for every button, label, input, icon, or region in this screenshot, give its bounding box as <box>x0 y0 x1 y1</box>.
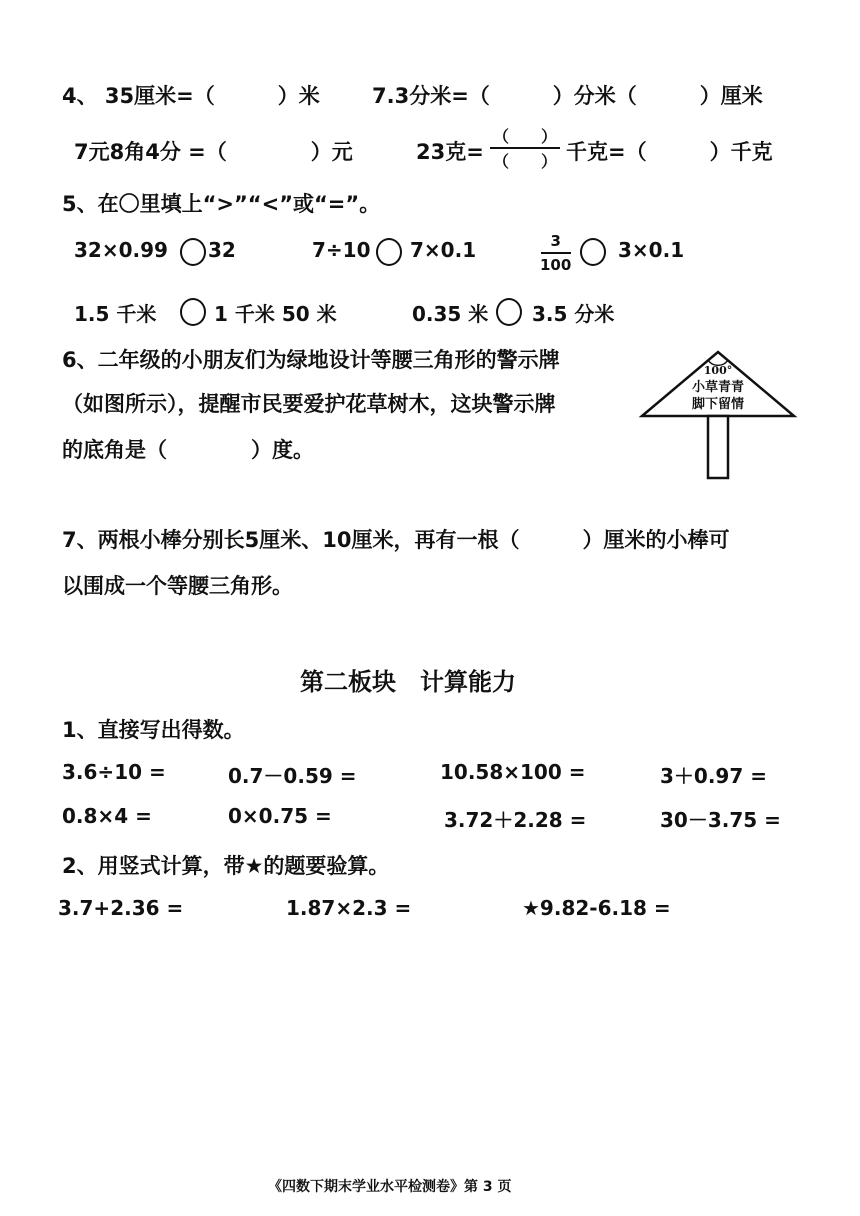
q5-r2b-right: 3.5 分米 <box>532 302 615 326</box>
q4-line2-suffix: 千克=（ ）千克 <box>566 140 773 164</box>
q5-r1a-right: 32 <box>208 238 236 262</box>
vertical-calc-item: 1.87×2.3 = <box>286 896 412 920</box>
q7-line1: 7、两根小棒分别长5厘米、10厘米，再有一根（ ）厘米的小棒可 <box>62 528 730 552</box>
q6-line3: 的底角是（ ）度。 <box>62 438 314 462</box>
q5-r2a-right: 1 千米 50 米 <box>214 302 337 326</box>
mental-calc-item: 0.7－0.59 = <box>228 764 357 788</box>
fraction-denominator: 100 <box>540 256 572 274</box>
mental-calc-item: 3.6÷10 = <box>62 760 166 784</box>
vertical-calc-item: 3.7+2.36 = <box>58 896 184 920</box>
vertical-calc-item-with-check: ★9.82-6.18 = <box>522 896 671 920</box>
q4-line1-right: 7.3分米=（ ）分米（ ）厘米 <box>372 84 763 108</box>
compare-circle[interactable] <box>376 238 402 266</box>
q5-r1a-left: 32×0.99 <box>74 238 168 262</box>
q4-line2-left: 7元8角4分 =（ ）元 <box>74 140 353 164</box>
warning-sign-diagram <box>636 346 800 482</box>
mental-calc-item: 0×0.75 = <box>228 804 332 828</box>
section2-heading: 第二板块 计算能力 <box>300 668 516 696</box>
page-footer: 《四数下期末学业水平检测卷》第 3 页 <box>268 1179 512 1195</box>
compare-circle[interactable] <box>496 298 522 326</box>
sign-angle-label: 100° <box>703 364 733 377</box>
compare-circle[interactable] <box>180 238 206 266</box>
q5-title: 5、在〇里填上“>”“<”或“=”。 <box>62 192 381 216</box>
q4-line2-prefix: 23克= <box>416 140 484 164</box>
sign-text-line1: 小草青青 <box>691 380 745 395</box>
q4-fraction-denominator: （ ） <box>492 152 557 171</box>
q5-r1b-left: 7÷10 <box>312 238 371 262</box>
mental-calc-item: 30－3.75 = <box>660 808 781 832</box>
q6-line1: 6、二年级的小朋友们为绿地设计等腰三角形的警示牌 <box>62 348 560 372</box>
sign-post <box>708 416 728 478</box>
q4-blank-fraction[interactable] <box>490 124 560 172</box>
mental-calc-item: 10.58×100 = <box>440 760 586 784</box>
sign-text-line2: 脚下留情 <box>691 397 745 412</box>
section2-part1-title: 1、直接写出得数。 <box>62 718 245 742</box>
mental-calc-item: 3＋0.97 = <box>660 764 767 788</box>
q6-line2: （如图所示），提醒市民要爱护花草树木，这块警示牌 <box>62 392 556 416</box>
q7-line2: 以围成一个等腰三角形。 <box>62 574 293 598</box>
fraction-bar <box>541 252 571 254</box>
compare-circle[interactable] <box>580 238 606 266</box>
q4-line1-left: 4、 35厘米=（ ）米 <box>62 84 320 108</box>
q4-fraction-numerator: （ ） <box>492 127 557 146</box>
fraction-numerator: 3 <box>550 232 561 250</box>
q5-r1b-right: 7×0.1 <box>410 238 477 262</box>
q5-fraction <box>540 232 571 274</box>
mental-calc-item: 3.72＋2.28 = <box>444 808 587 832</box>
section2-part2-title: 2、用竖式计算，带★的题要验算。 <box>62 854 390 878</box>
mental-calc-item: 0.8×4 = <box>62 804 152 828</box>
q5-r2b-left: 0.35 米 <box>412 302 489 326</box>
q5-r1c-right: 3×0.1 <box>618 238 685 262</box>
q5-r2a-left: 1.5 千米 <box>74 302 157 326</box>
compare-circle[interactable] <box>180 298 206 326</box>
